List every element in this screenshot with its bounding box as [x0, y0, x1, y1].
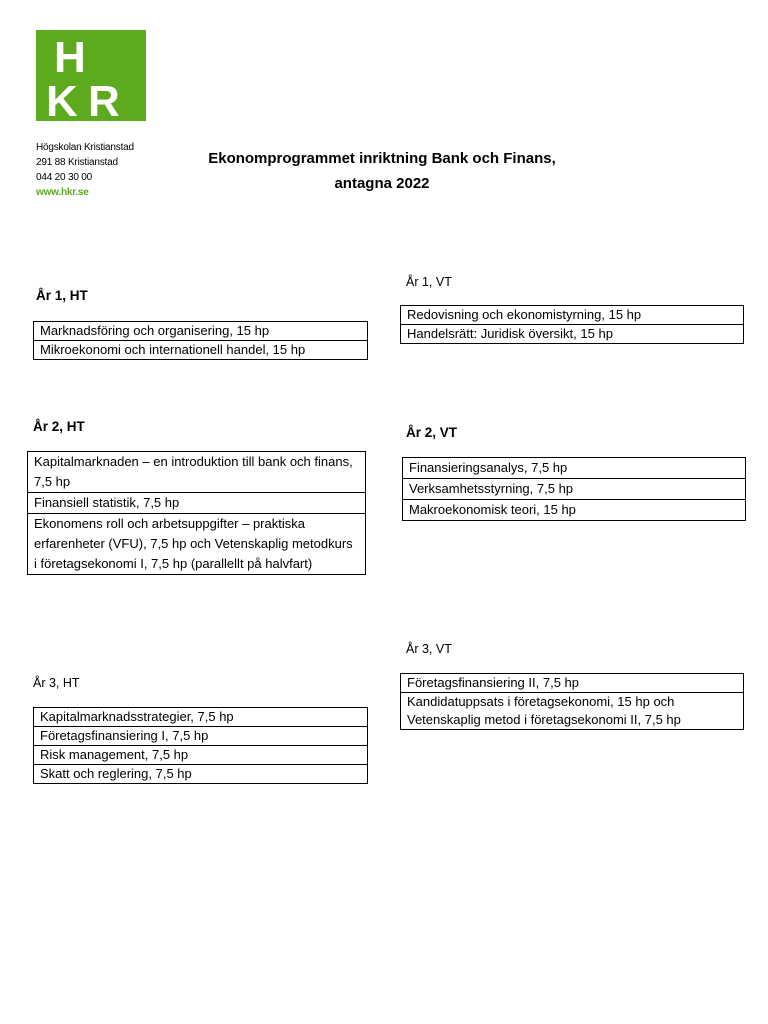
heading-year2-spring: År 2, VT — [406, 425, 458, 440]
title-line-1: Ekonomprogrammet inriktning Bank och Finans, — [208, 150, 556, 167]
title-line-2: antagna 2022 — [334, 175, 430, 192]
course-item: Ekonomens roll och arbetsuppgifter – praktiska erfarenheter (VFU), 7,5 hp och Vetenskaplig metodkurs i företagsekonomi I, 7,5 hp (parallellt på halvfart) — [34, 516, 353, 571]
courses-year1-autumn — [33, 321, 368, 360]
course-item: Redovisning och ekonomistyrning, 15 hp — [401, 306, 743, 325]
heading-year1-spring: År 1, VT — [406, 275, 452, 289]
course-item: Verksamhetsstyrning, 7,5 hp — [403, 479, 745, 500]
svg-text:K: K — [46, 77, 78, 121]
course-item: Risk management, 7,5 hp — [34, 746, 367, 765]
courses-year1-spring — [400, 305, 744, 344]
course-item: Finansiell statistik, 7,5 hp — [28, 493, 365, 514]
course-item: Skatt och reglering, 7,5 hp — [40, 766, 192, 781]
heading-year2-autumn: År 2, HT — [33, 419, 85, 434]
heading-year1-autumn: År 1, HT — [36, 288, 88, 303]
course-item: Kandidatuppsats i företagsekonomi, 15 hp och Vetenskaplig metod i företagsekonomi II, 7,5 hp — [407, 694, 681, 727]
phone-number: 044 20 30 00 — [36, 172, 92, 183]
courses-year2-spring — [402, 457, 746, 521]
course-item: Mikroekonomi och internationell handel, 15 hp — [40, 342, 306, 357]
svg-text:H: H — [54, 33, 86, 82]
institution-name: Högskolan Kristianstad — [36, 142, 134, 153]
course-item: Marknadsföring och organisering, 15 hp — [34, 322, 367, 341]
courses-year3-spring — [400, 673, 744, 730]
institution-address — [36, 140, 134, 200]
course-item: Handelsrätt: Juridisk översikt, 15 hp — [407, 326, 613, 341]
courses-year3-autumn — [33, 707, 368, 784]
website-link[interactable]: www.hkr.se — [36, 187, 89, 198]
heading-year3-spring: År 3, VT — [406, 642, 452, 656]
document-title — [170, 146, 594, 196]
course-item: Finansieringsanalys, 7,5 hp — [403, 458, 745, 479]
courses-year2-autumn — [27, 451, 366, 575]
course-item: Kapitalmarknaden – en introduktion till bank och finans, 7,5 hp — [28, 452, 365, 493]
hkr-logo — [36, 30, 146, 121]
course-item: Kapitalmarknadsstrategier, 7,5 hp — [34, 708, 367, 727]
course-item: Företagsfinansiering I, 7,5 hp — [34, 727, 367, 746]
postal-address: 291 88 Kristianstad — [36, 157, 118, 168]
course-item: Makroekonomisk teori, 15 hp — [409, 502, 576, 517]
heading-year3-autumn: År 3, HT — [33, 676, 80, 690]
course-item: Företagsfinansiering II, 7,5 hp — [401, 674, 743, 693]
svg-text:R: R — [88, 77, 120, 121]
